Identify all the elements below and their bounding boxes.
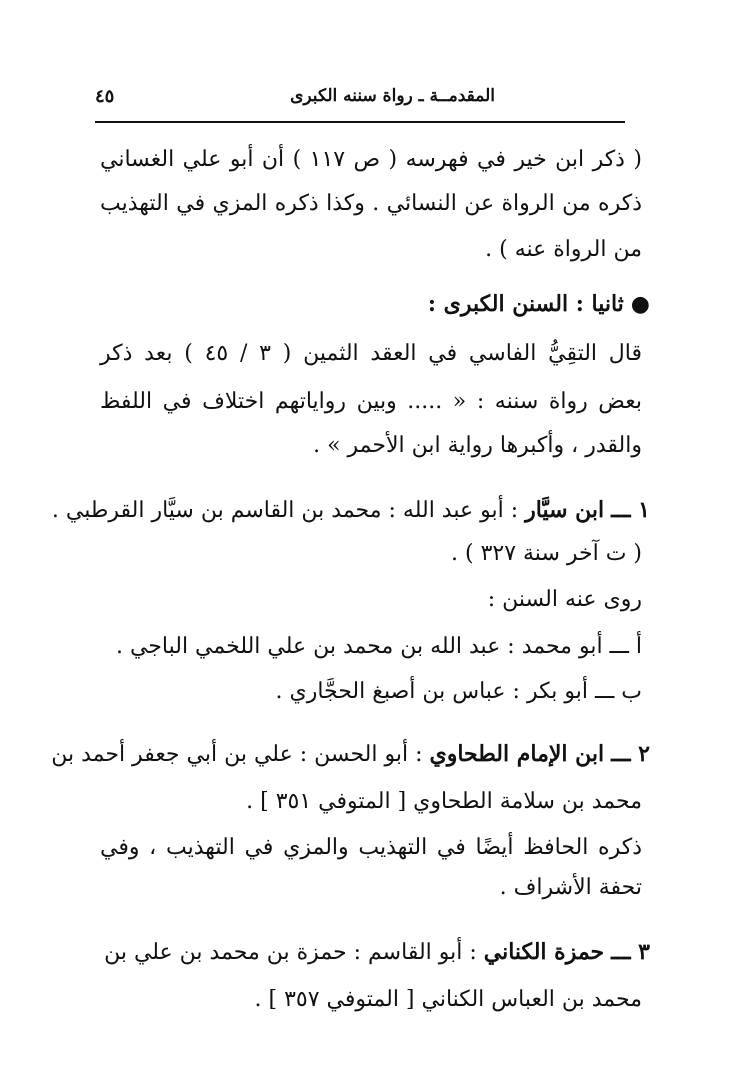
narrator-1-number: ١ ـــ bbox=[611, 497, 650, 523]
narrator-3-line-1 bbox=[100, 932, 650, 972]
narrator-1-line-4: أ ـــ أبو محمد : عبد الله بن محمد بن علي اللخمي الباجي . bbox=[115, 634, 642, 659]
header-title: المقدمــة ـ رواة سننه الكبرى bbox=[290, 86, 495, 106]
intro-line-1: ( ذكر ابن خير في فهرسه ( ص ١١٧ ) أن أبو علي الغساني bbox=[100, 147, 643, 172]
narrator-2-line-1 bbox=[51, 734, 650, 774]
narrator-2-line-2: محمد بن سلامة الطحاوي [ المتوفي ٣٥١ ] . bbox=[246, 789, 642, 814]
narrator-1-line-5: ب ـــ أبو بكر : عباس بن أصبغ الحجَّاري . bbox=[275, 679, 642, 704]
header-rule bbox=[95, 121, 625, 123]
narrator-2-line-4: تحفة الأشراف . bbox=[499, 875, 642, 900]
intro-line-3: من الرواة عنه ) . bbox=[485, 237, 642, 262]
page-number: ٤٥ bbox=[95, 86, 115, 107]
narrator-2-text: : أبو الحسن : علي بن أبي جعفر أحمد بن bbox=[51, 742, 430, 767]
section-line-1: قال التقِيُّ الفاسي في العقد الثمين ( ٣ / ٤٥ ) بعد ذكر bbox=[100, 341, 642, 366]
narrator-3-name: حمزة الكناني bbox=[483, 939, 605, 965]
narrator-2-line-3: ذكره الحافظ أيضًا في التهذيب والمزي في التهذيب ، وفي bbox=[100, 835, 642, 860]
section-line-3: والقدر ، وأكبرها رواية ابن الأحمر » . bbox=[313, 433, 642, 458]
running-header bbox=[95, 86, 625, 112]
bullet-icon: ● bbox=[630, 291, 650, 317]
narrator-2-name: ابن الإمام الطحاوي bbox=[429, 741, 605, 767]
narrator-1-text: : أبو عبد الله : محمد بن القاسم بن سيَّار القرطبي . bbox=[51, 498, 526, 523]
intro-line-2: ذكره من الرواة عن النسائي . وكذا ذكره المزي في التهذيب bbox=[100, 191, 642, 216]
section-heading-text: ثانيا : السنن الكبرى : bbox=[427, 291, 624, 317]
narrator-1-line-3: روى عنه السنن : bbox=[487, 587, 642, 612]
section-line-2: بعض رواة سننه : « ..... وبين رواياتهم اختلاف في اللفظ bbox=[100, 389, 642, 414]
narrator-1-line-1 bbox=[51, 490, 650, 530]
narrator-1-name: ابن سيَّار bbox=[525, 497, 605, 523]
section-heading bbox=[100, 284, 650, 324]
narrator-3-text: : أبو القاسم : حمزة بن محمد بن علي بن bbox=[104, 940, 484, 965]
narrator-3-number: ٣ ـــ bbox=[611, 939, 650, 965]
narrator-1-line-2: ( ت آخر سنة ٣٢٧ ) . bbox=[451, 541, 642, 566]
narrator-2-number: ٢ ـــ bbox=[611, 741, 650, 767]
narrator-3-line-2: محمد بن العباس الكناني [ المتوفي ٣٥٧ ] . bbox=[254, 987, 642, 1012]
